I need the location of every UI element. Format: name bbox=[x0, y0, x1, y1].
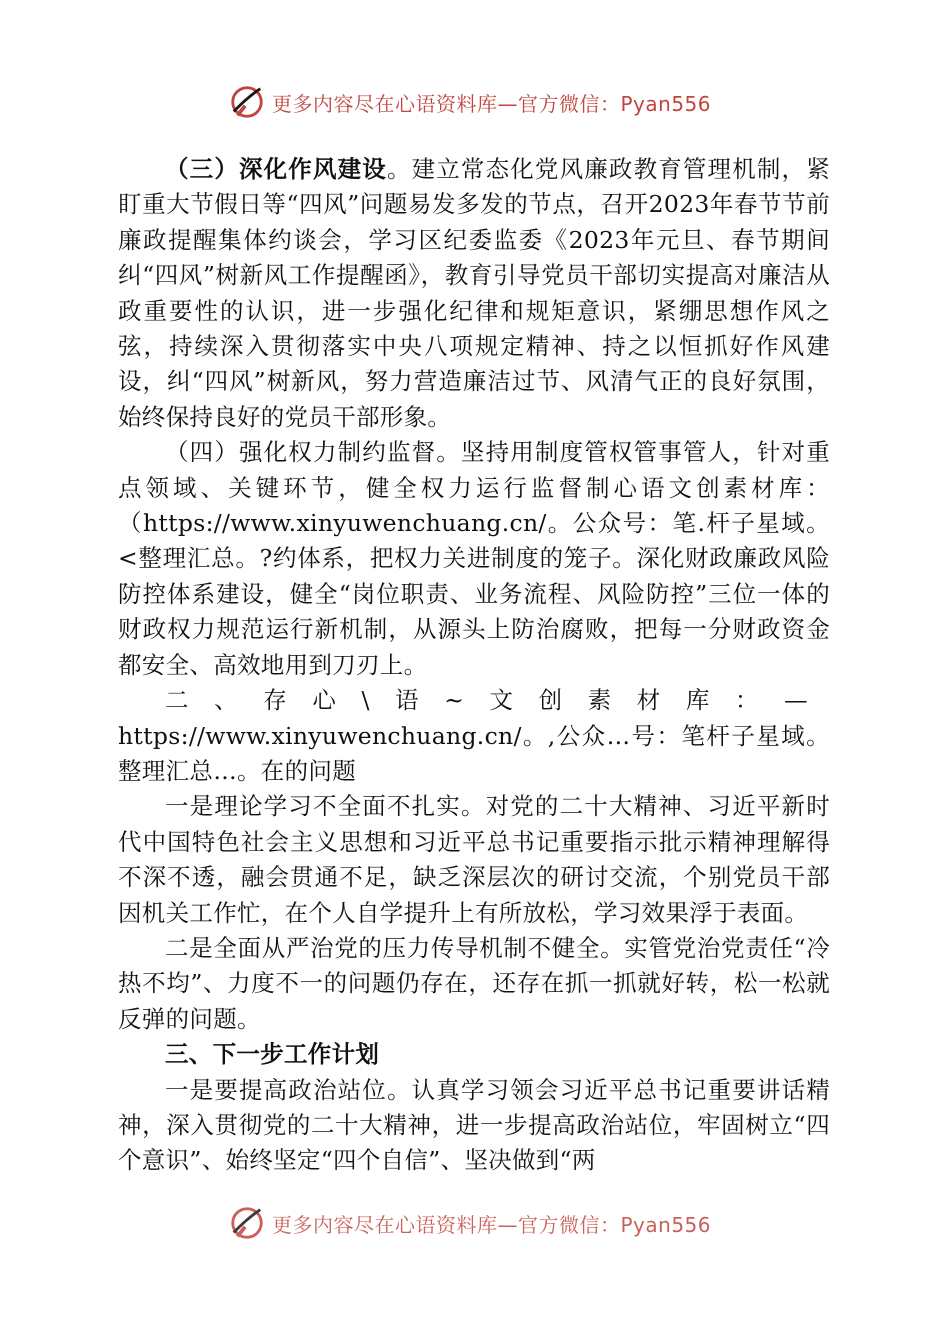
watermark-banner-bottom bbox=[228, 1203, 711, 1243]
watermark-text: 更多内容尽在心语资料库—官方微信：Pyan556 bbox=[272, 91, 712, 116]
brush-logo-icon bbox=[228, 1204, 266, 1242]
paragraph: 一是理论学习不全面不扎实。对党的二十大精神、习近平新时代中国特色社会主义思想和习近平总书记重要指示批示精神理解得不深不透，融会贯通不足，缺乏深层次的研讨交流，个别党员干部因机关工作忙，在个人自学提升上有所放松，学习效果浮于表面。 bbox=[118, 792, 830, 927]
paragraph bbox=[118, 683, 830, 789]
paragraph bbox=[118, 152, 830, 435]
section-heading: （三）深化作风建设 bbox=[165, 155, 387, 183]
brush-logo-icon bbox=[228, 83, 266, 121]
section-heading: 三、下一步工作计划 bbox=[165, 1040, 380, 1069]
paragraph: （四）强化权力制约监督。坚持用制度管权管事管人，针对重点领域、关键环节，健全权力运行监督制心语文创素材库：（https://www.xinyuwenchuang.cn/。公众号：笔.杆子星域。<整理汇总。?约体系，把权力关进制度的笼子。深化财政廉政风险防控体系建设，健全“岗位职责、业务流程、风险防控”三位一体的财政权力规范运行新机制，从源头上防治腐败，把每一分财政资金都安全、高效地用到刀刃上。 bbox=[118, 438, 830, 679]
document-body bbox=[118, 152, 830, 1179]
watermark-text: 更多内容尽在心语资料库—官方微信：Pyan556 bbox=[272, 1212, 712, 1237]
paragraph: 二是全面从严治党的压力传导机制不健全。实管党治党责任“冷热不均”、力度不一的问题仍存在，还存在抓一抓就好转，松一松就反弹的问题。 bbox=[118, 933, 830, 1033]
paragraph-text: 。建立常态化党风廉政教育管理机制，紧盯重大节假日等“四风”问题易发多发的节点，召开2023年春节节前廉政提醒集体约谈会，学习区纪委监委《2023年元旦、春节期间纠“四风”树新风工作提醒函》，教育引导党员干部切实提高对廉洁从政重要性的认识，进一步强化纪律和规矩意识，紧绷思想作风之弦，持续深入贯彻落实中央八项规定精神、持之以恒抓好作风建设，纠“四风”树新风，努力营造廉洁过节、风清气正的良好氛围，始终保持良好的党员干部形象。 bbox=[118, 155, 830, 431]
spaced-heading-text: 二、存心\语~文创素材库：— bbox=[165, 686, 830, 715]
paragraph-text: https://www.xinyuwenchuang.cn/。,公众…号：笔杆子星域。整理汇总…。在的问题 bbox=[118, 721, 830, 785]
paragraph: 一是要提高政治站位。认真学习领会习近平总书记重要讲话精神，深入贯彻党的二十大精神，进一步提高政治站位，牢固树立“四个意识”、始终坚定“四个自信”、坚决做到“两 bbox=[118, 1075, 830, 1175]
watermark-banner-top bbox=[228, 82, 711, 122]
